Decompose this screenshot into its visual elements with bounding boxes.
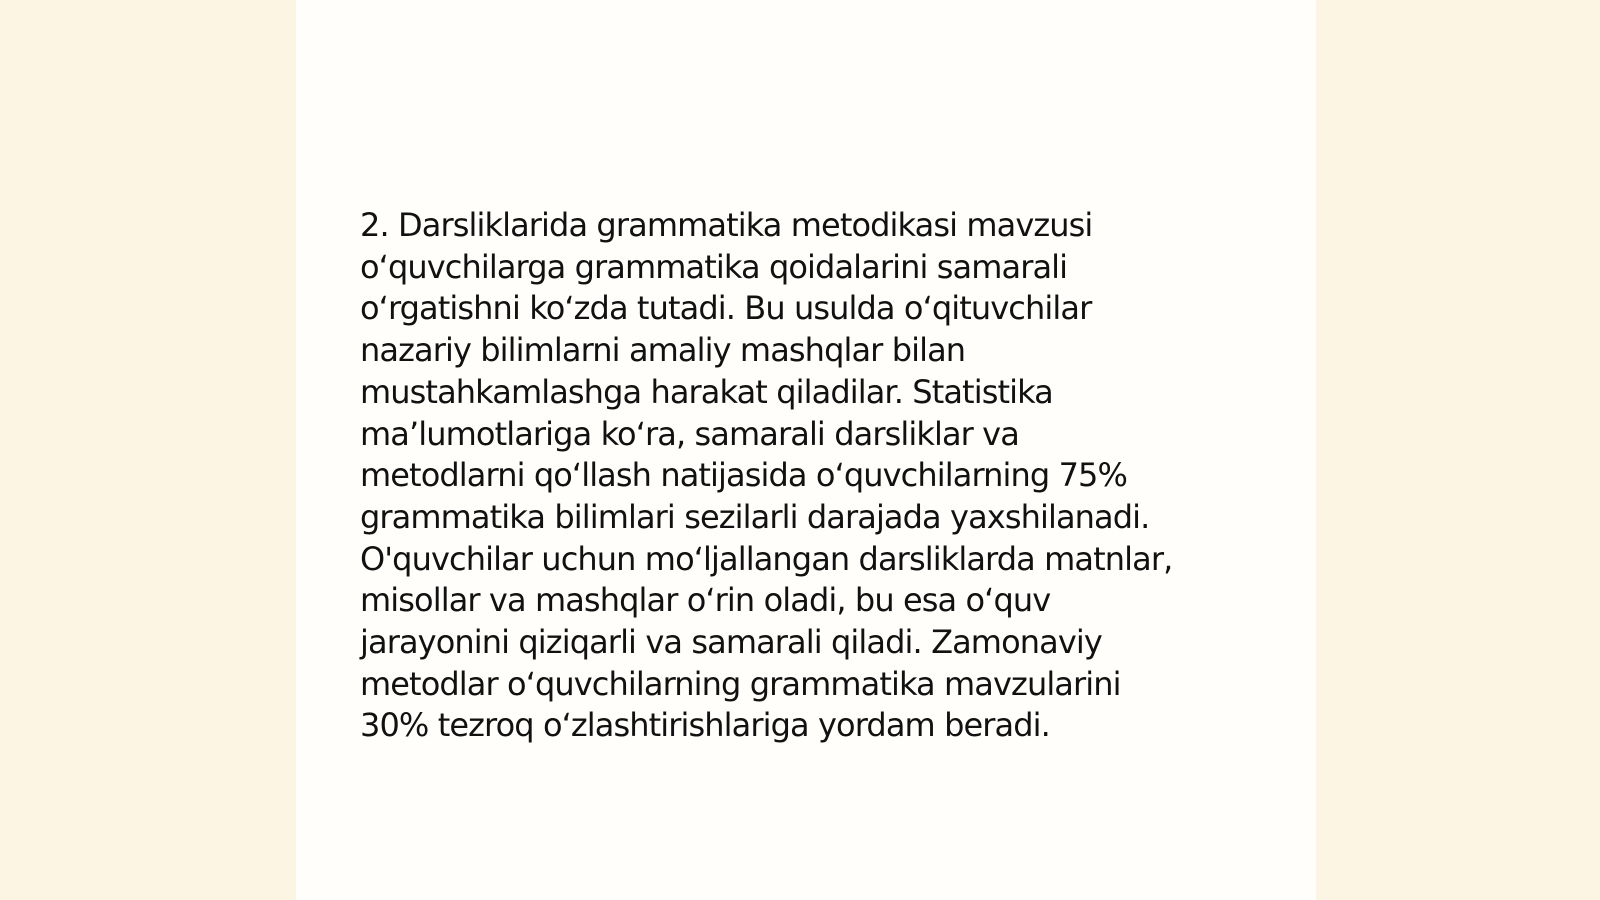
- paragraph-line-7: metodlarni qo‘llash natijasida o‘quvchilarning 75%: [360, 456, 1128, 495]
- paragraph-line-13: 30% tezroq o‘zlashtirishlariga yordam beradi.: [360, 706, 1050, 745]
- paragraph-line-3: o‘rgatishni ko‘zda tutadi. Bu usulda o‘qituvchilar: [360, 289, 1092, 328]
- paragraph-line-8: grammatika bilimlari sezilarli darajada yaxshilanadi.: [360, 497, 1150, 536]
- paragraph-line-6: ma’lumotlariga ko‘ra, samarali darsliklar va: [360, 414, 1019, 453]
- paragraph-line-4: nazariy bilimlarni amaliy mashqlar bilan: [360, 331, 966, 370]
- slide-page: [296, 0, 1316, 900]
- paragraph-line-2: o‘quvchilarga grammatika qoidalarini samarali: [360, 247, 1068, 286]
- paragraph-line-1: 2. Darsliklarida grammatika metodikasi mavzusi: [360, 206, 1093, 244]
- paragraph-line-12: metodlar o‘quvchilarning grammatika mavzularini: [360, 664, 1121, 703]
- left-margin-panel: [0, 0, 296, 900]
- paragraph-line-9: O'quvchilar uchun mo‘ljallangan darsliklarda matnlar,: [360, 539, 1173, 578]
- paragraph-line-5: mustahkamlashga harakat qiladilar. Statistika: [360, 372, 1053, 411]
- right-margin-panel: [1316, 0, 1600, 900]
- paragraph-line-10: misollar va mashqlar o‘rin oladi, bu esa o‘quv: [360, 581, 1051, 620]
- paragraph-line-11: jarayonini qiziqarli va samarali qiladi. Zamonaviy: [360, 623, 1102, 662]
- slide-body-paragraph: [360, 205, 1240, 747]
